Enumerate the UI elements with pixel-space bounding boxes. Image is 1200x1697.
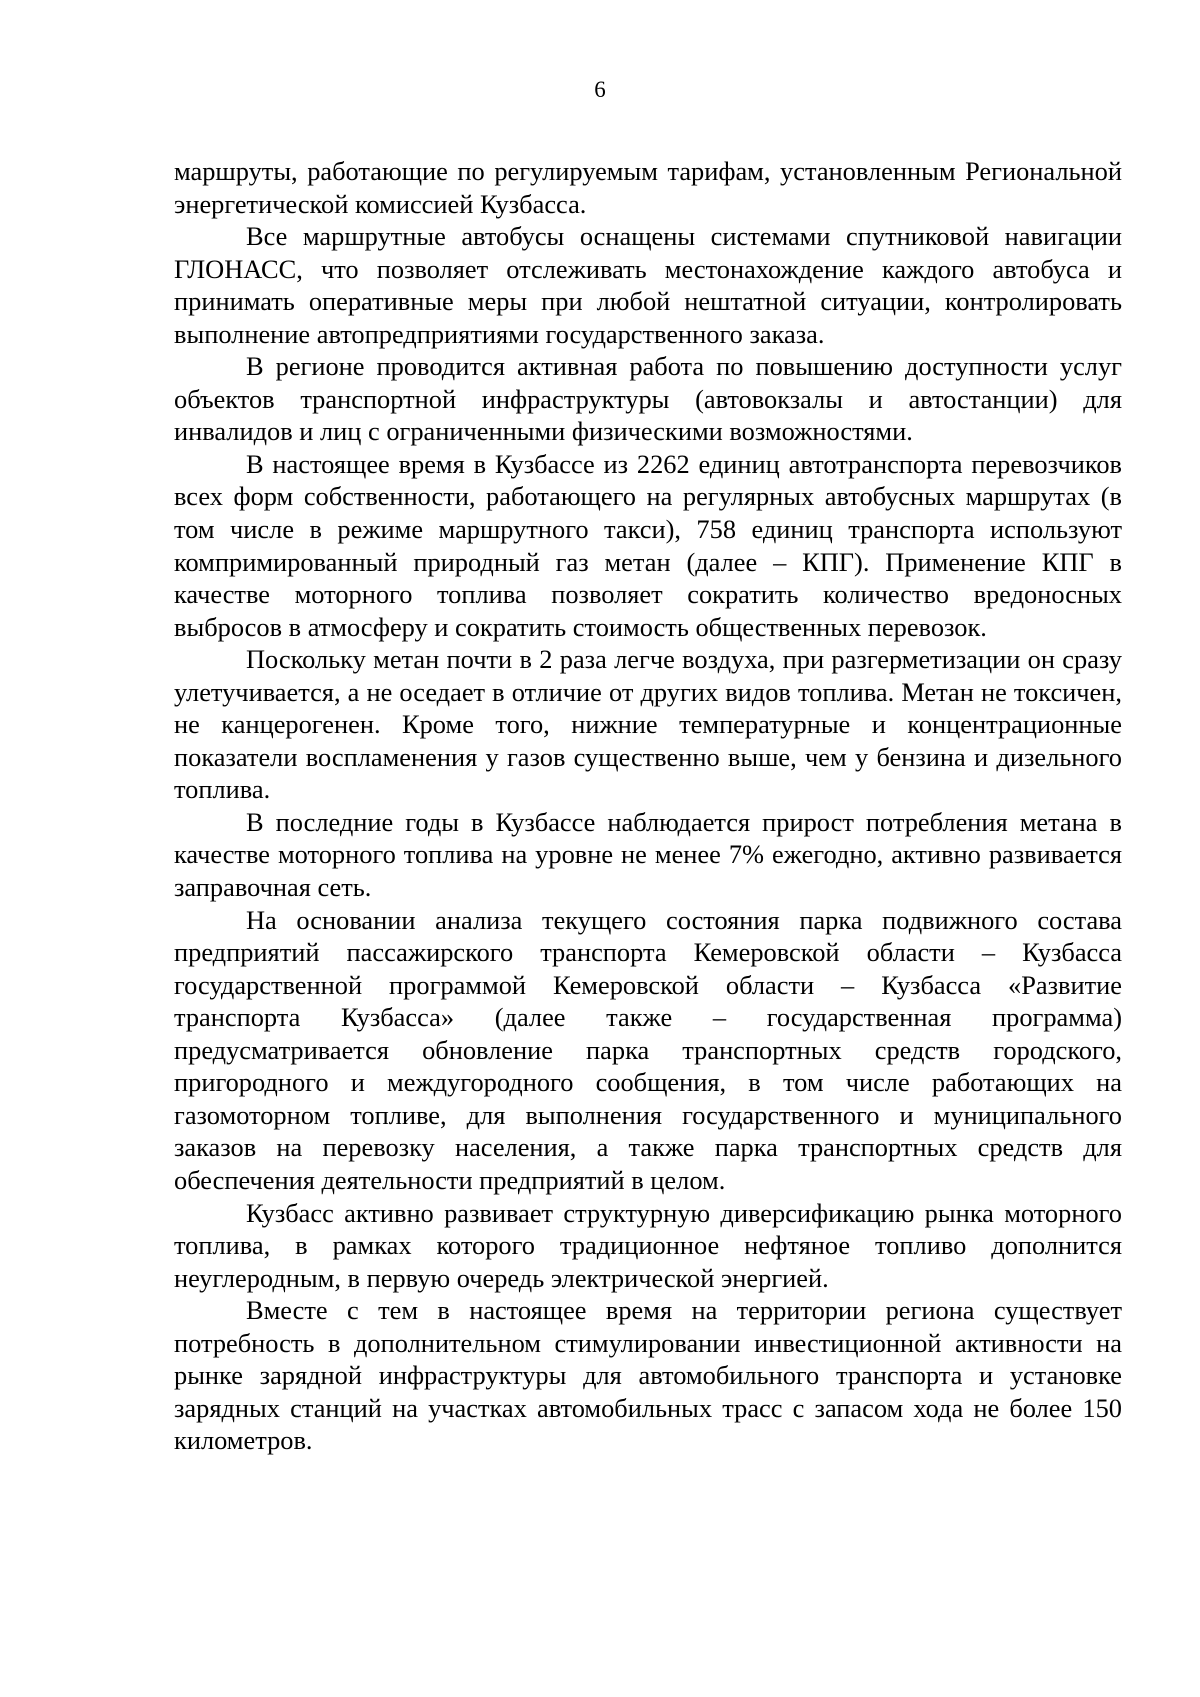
paragraph-8: Кузбасс активно развивает структурную диверсификацию рынка моторного топлива, в рамках которого традиционное нефтяное топливо дополнится неуглеродным, в первую очередь электрической энергией. [174, 1197, 1122, 1293]
paragraph-6: В последние годы в Кузбассе наблюдается прирост потребления метана в качестве моторного топлива на уровне не менее 7% ежегодно, активно развивается заправочная сеть. [174, 806, 1122, 903]
page-number: 6 [594, 77, 606, 102]
paragraph-7: На основании анализа текущего состояния парка подвижного состава предприятий пассажирского транспорта Кемеровской области – Кузбасса государственной программой Кемеровской области – Кузбасса «Развитие транспорта Кузбасса» (далее также – государственная программа) предусматривается обновление парка транспортных средств городского, пригородного и междугородного сообщения, в том числе работающих на газомоторном топливе, для выполнения государственного и муниципального заказов на перевозку населения, а также парка транспортных средств для обеспечения деятельности предприятий в целом. [174, 904, 1122, 1195]
paragraph-3: В регионе проводится активная работа по повышению доступности услуг объектов транспортной инфраструктуры (автовокзалы и автостанции) для инвалидов и лиц с ограниченными физическими возможностями. [174, 351, 1122, 447]
paragraph-5: Поскольку метан почти в 2 раза легче воздуха, при разгерметизации он сразу улетучивается, а не оседает в отличие от других видов топлива. Метан не токсичен, не канцерогенен. Кроме того, нижние температурные и концентрационные показатели воспламенения у газов существенно выше, чем у бензина и дизельного топлива. [174, 644, 1122, 805]
paragraph-4: В настоящее время в Кузбассе из 2262 единиц автотранспорта перевозчиков всех форм собственности, работающего на регулярных автобусных маршрутах (в том числе в режиме маршрутного такси), 758 единиц транспорта используют компримированный природный газ метан (далее – КПГ). Применение КПГ в качестве моторного топлива позволяет сократить количество вредоносных выбросов в атмосферу и сократить стоимость общественных перевозок. [174, 448, 1122, 642]
body-text [174, 155, 1122, 1457]
paragraph-9: Вместе с тем в настоящее время на территории региона существует потребность в дополнительном стимулировании инвестиционной активности на рынке зарядной инфраструктуры для автомобильного транспорта и установке зарядных станций на участках автомобильных трасс с запасом хода не более 150 километров. [174, 1295, 1122, 1456]
paragraph-1: маршруты, работающие по регулируемым тарифам, установленным Региональной энергетической комиссией Кузбасса. [174, 156, 1122, 219]
paragraph-2: Все маршрутные автобусы оснащены системами спутниковой навигации ГЛОНАСС, что позволяет отслеживать местонахождение каждого автобуса и принимать оперативные меры при любой нештатной ситуации, контролировать выполнение автопредприятиями государственного заказа. [174, 221, 1122, 349]
